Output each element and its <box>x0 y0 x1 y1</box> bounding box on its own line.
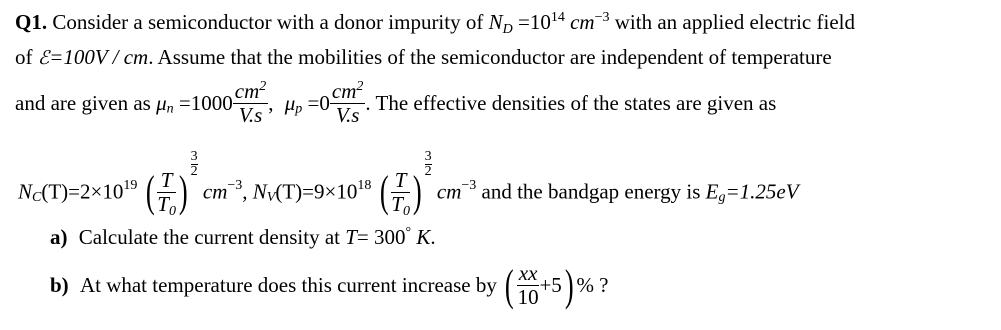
part-a-label: a) <box>50 225 68 249</box>
line2-pre: of <box>15 45 33 69</box>
nv-expression: (T)=9×10 <box>275 179 358 204</box>
nc-symbol: N <box>18 179 33 204</box>
part-a-temp-symbol: T <box>345 225 357 249</box>
line1-text: Consider a semiconductor with a donor impurity of <box>52 10 484 34</box>
nc-subscript: C <box>32 190 42 205</box>
nv-temp-ratio: $\frac{T}{T_0}$ <box>391 167 410 219</box>
nv-unit: cm <box>436 179 462 204</box>
part-b <box>50 262 609 309</box>
nc-expression: (T)=2×10 <box>41 179 124 204</box>
nd-unit-exponent: −3 <box>594 10 610 25</box>
part-b-left-paren: ( <box>505 260 514 310</box>
question-line-1 <box>15 10 855 37</box>
nv-subscript: V <box>266 190 276 205</box>
question-line-3: and are given as $\mu_n =1000$ $\frac{cm^2}{V.s}$ , $\mu_p =0$ $\frac{cm^2}{V.s}$ . The effective densities of the states are given as <box>15 79 777 128</box>
question-label: Q1. <box>15 10 48 34</box>
mu-p-symbol: μ <box>284 91 296 116</box>
nv-exponent: 18 <box>357 178 372 193</box>
nv-right-paren: ) <box>412 167 422 217</box>
mu-p-unit-fraction: $\frac{cm^2}{V.s}$ <box>331 79 364 128</box>
eg-subscript: g <box>718 190 726 205</box>
line3-pre: and are given as <box>15 91 151 116</box>
mu-n-subscript: n <box>166 101 174 117</box>
eg-symbol: E <box>705 179 719 204</box>
nv-unit-exp: −3 <box>461 178 477 193</box>
nd-value: =10 <box>518 10 551 34</box>
nc-left-paren: ( <box>145 167 155 217</box>
mu-n-unit-fraction: $\frac{cm^2}{V.s}$ <box>234 79 267 128</box>
nc-unit: cm <box>202 179 228 204</box>
eg-value: =1.25eV <box>725 179 799 204</box>
field-value: =100V / cm <box>49 45 149 69</box>
mu-n-value: =1000 <box>178 91 233 116</box>
part-a: a) Calculate the current density at T= 300° K. <box>50 225 436 249</box>
part-a-text: Calculate the current density at <box>78 225 340 249</box>
nv-symbol: N <box>252 179 267 204</box>
question-line-2 <box>15 47 832 68</box>
line1-post: with an applied electric field <box>614 10 855 34</box>
nc-right-paren: ) <box>178 167 188 217</box>
part-b-plus: +5 <box>539 273 562 298</box>
nc-exponent: 19 <box>123 178 138 193</box>
part-b-end: % ? <box>576 273 609 298</box>
field-symbol: ℰ <box>37 47 50 69</box>
mu-p-subscript: p <box>295 101 303 117</box>
mu-n-symbol: μ <box>156 91 167 116</box>
line3-post: . The effective densities of the states are given as <box>365 91 777 116</box>
nc-temp-ratio: $\frac{T}{T_0}$ <box>157 167 176 219</box>
part-a-degree: ° <box>405 225 412 240</box>
nv-power: $\frac{3}{2}$ <box>424 149 432 179</box>
nd-symbol: N <box>488 10 503 34</box>
bandgap-text: and the bandgap energy is <box>481 179 701 204</box>
part-b-label: b) <box>50 273 69 298</box>
question-line-4: $N_C(T)=2\times 10^{19}$ ( $\frac{T}{T_0}$ ) $\frac{3}{2}$ $cm^{-3}$, $N_V(T)=9\times 10^{18}$ ( $\frac{T}{T_0}$ ) $\frac{3}{2}$ $cm^{-3}$ and the bandgap energy is $E_g=1.25eV$ <box>18 149 799 219</box>
nd-subscript: D <box>502 22 513 37</box>
part-b-fraction: $\frac{xx}{10}$ <box>517 261 539 310</box>
nc-unit-exp: −3 <box>227 178 243 193</box>
nd-unit: cm <box>570 10 595 34</box>
line2-post: . Assume that the mobilities of the semiconductor are independent of temperature <box>148 45 832 69</box>
part-a-unit: K <box>416 225 431 249</box>
nc-power: $\frac{3}{2}$ <box>190 149 198 179</box>
nd-exponent: 14 <box>550 10 565 25</box>
mu-p-value: =0 <box>307 91 330 116</box>
part-b-text: At what temperature does this current increase by <box>79 273 497 298</box>
part-b-right-paren: ) <box>564 260 574 310</box>
part-a-temp-value: = 300 <box>356 225 406 249</box>
nv-left-paren: ( <box>379 167 389 217</box>
